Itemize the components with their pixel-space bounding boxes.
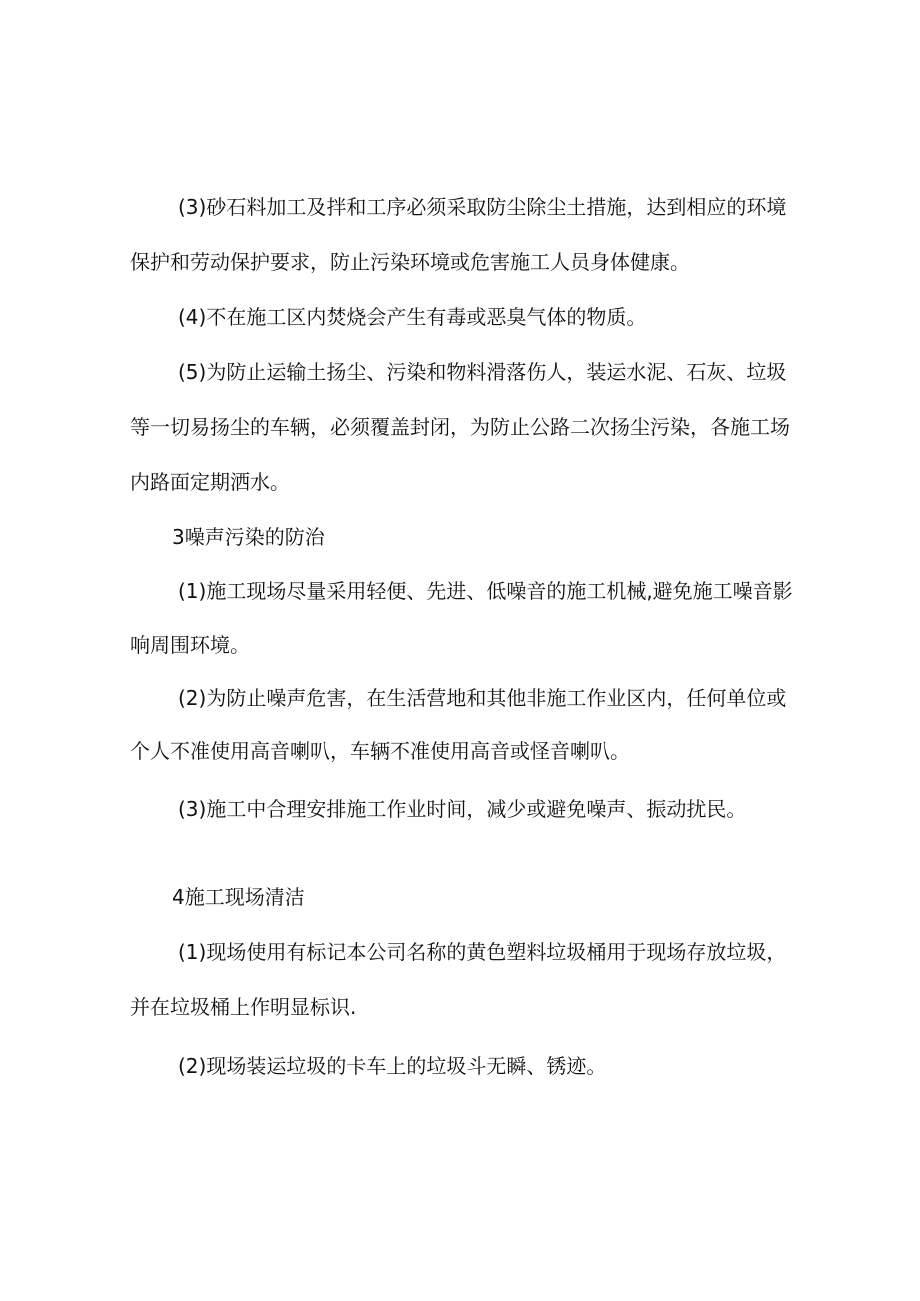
para-3-dust-line-2: 保护和劳动保护要求，防止污染环境或危害施工人员身体健康。 [130, 250, 690, 274]
para-3-dust-line-1: (3)砂石料加工及拌和工序必须采取防尘除尘土措施，达到相应的环境 [178, 195, 787, 219]
para-5-transport-line-2: 等一切易扬尘的车辆，必须覆盖封闭，为防止公路二次扬尘污染，各施工场 [130, 415, 790, 439]
clean-para-1-line-2: 并在垃圾桶上作明显标识. [130, 995, 357, 1019]
para-4-burning: (4)不在施工区内焚烧会产生有毒或恶臭气体的物质。 [178, 305, 647, 329]
noise-para-3: (3)施工中合理安排施工作业时间，减少或避免噪声、振动扰民。 [178, 797, 747, 821]
noise-para-1-line-1: (1)施工现场尽量采用轻便、先进、低噪音的施工机械,避免施工噪音影 [178, 579, 793, 603]
noise-para-2-line-1: (2)为防止噪声危害，在生活营地和其他非施工作业区内，任何单位或 [178, 686, 787, 710]
section-heading-noise: 3噪声污染的防治 [172, 525, 325, 549]
para-5-transport-line-1: (5)为防止运输土扬尘、污染和物料滑落伤人，装运水泥、石灰、垃圾 [178, 360, 787, 384]
noise-para-2-line-2: 个人不准使用高音喇叭，车辆不准使用高音或怪音喇叭。 [130, 739, 630, 763]
noise-para-1-line-2: 响周围环境。 [130, 633, 250, 657]
para-5-transport-line-3: 内路面定期洒水。 [130, 470, 290, 494]
clean-para-1-line-1: (1)现场使用有标记本公司名称的黄色塑料垃圾桶用于现场存放垃圾， [178, 940, 787, 964]
clean-para-2: (2)现场装运垃圾的卡车上的垃圾斗无瞬、锈迹。 [178, 1054, 607, 1078]
section-heading-cleanliness: 4施工现场清洁 [172, 885, 305, 909]
